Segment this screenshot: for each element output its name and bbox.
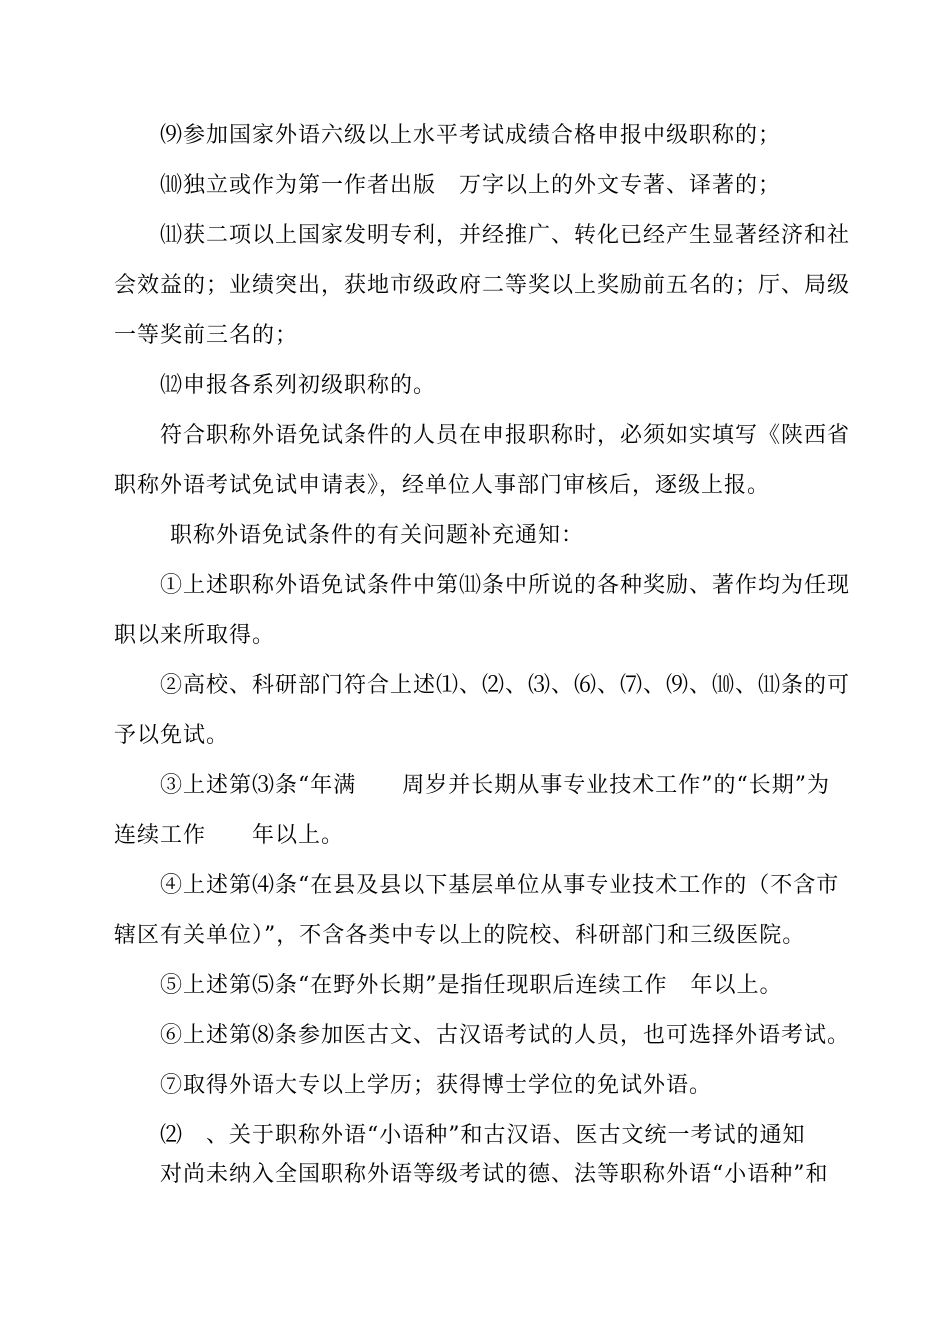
text-line: ④上述第⑷条“在县及县以下基层单位从事专业技术工作的（不含市	[160, 873, 840, 898]
text-line: ⑾获二项以上国家发明专利，并经推广、转化已经产生显著经济和社	[160, 223, 851, 248]
text-line: 对尚未纳入全国职称外语等级考试的德、法等职称外语“小语种”和	[160, 1162, 829, 1187]
text-line: 职称外语免试条件的有关问题补充通知：	[170, 523, 585, 548]
text-line: ⑽独立或作为第一作者出版 万字以上的外文专著、译著的；	[160, 173, 782, 198]
text-line: ③上述第⑶条“年满 周岁并长期从事专业技术工作”的“长期”为	[160, 773, 830, 798]
text-line: 一等奖前三名的；	[114, 323, 299, 348]
text-line: 职以来所取得。	[114, 623, 276, 648]
text-line: ⑤上述第⑸条“在野外长期”是指任现职后连续工作 年以上。	[160, 973, 783, 998]
text-line: 职称外语考试免试申请表》，经单位人事部门审核后，逐级上报。	[114, 473, 771, 498]
text-line: 连续工作 年以上。	[114, 823, 345, 848]
text-line: ②高校、科研部门符合上述⑴、⑵、⑶、⑹、⑺、⑼、⑽、⑾条的可	[160, 673, 851, 698]
text-line: 符合职称外语免试条件的人员在申报职称时，必须如实填写《陕西省	[160, 423, 851, 448]
text-line: ⑼参加国家外语六级以上水平考试成绩合格申报中级职称的；	[160, 123, 782, 148]
text-line: ⑦取得外语大专以上学历；获得博士学位的免试外语。	[160, 1073, 713, 1098]
text-line: 会效益的；业绩突出，获地市级政府二等奖以上奖励前五名的；厅、局级	[114, 273, 851, 298]
text-line: ⑿申报各系列初级职称的。	[160, 373, 437, 398]
text-line: ⑵ 、关于职称外语“小语种”和古汉语、医古文统一考试的通知	[160, 1123, 806, 1148]
text-line: ⑥上述第⑻条参加医古文、古汉语考试的人员，也可选择外语考试。	[160, 1023, 851, 1048]
text-line: 予以免试。	[114, 723, 230, 748]
text-line: 辖区有关单位）”，不含各类中专以上的院校、科研部门和三级医院。	[114, 923, 806, 948]
text-line: ①上述职称外语免试条件中第⑾条中所说的各种奖励、著作均为任现	[160, 573, 851, 598]
